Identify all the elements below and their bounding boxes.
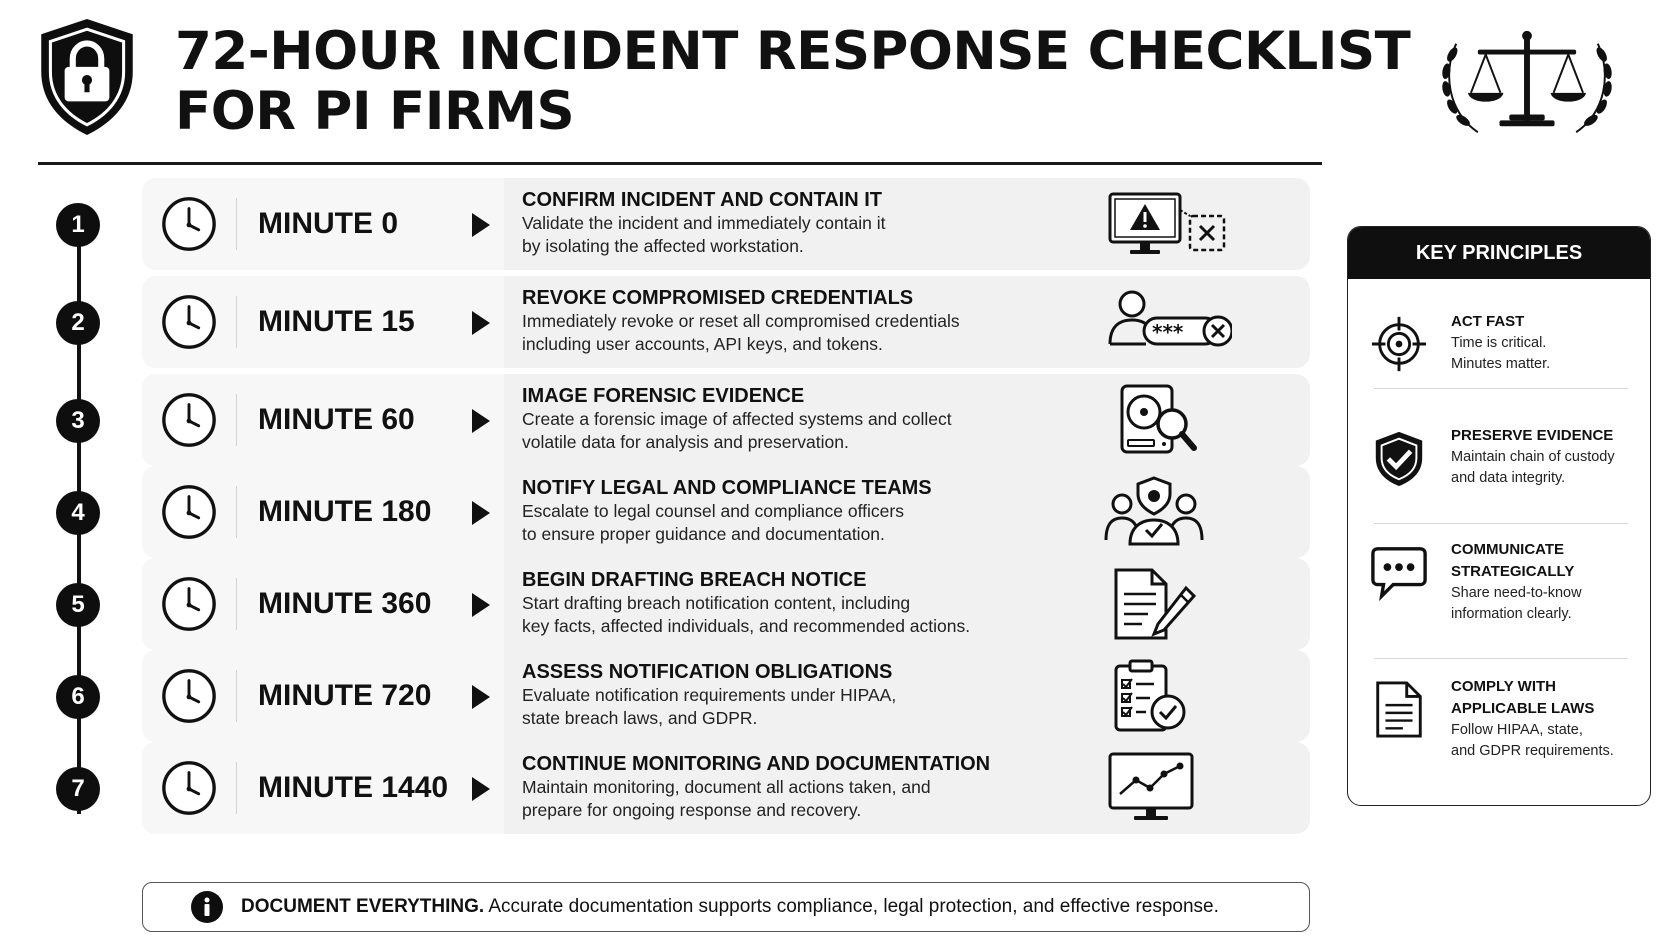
step-title: IMAGE FORENSIC EVIDENCE	[522, 385, 805, 407]
target-crosshair-icon	[1370, 313, 1428, 375]
step-minute: MINUTE 360	[258, 587, 432, 620]
step-title: CONTINUE MONITORING AND DOCUMENTATION	[522, 753, 991, 775]
step-number: 3	[56, 399, 100, 443]
step-number: 2	[56, 301, 100, 345]
step-description: Immediately revoke or reset all compromised credentials including user accounts, API keys, and tokens.	[522, 311, 960, 354]
step-number: 6	[56, 675, 100, 719]
clock-icon	[160, 483, 218, 541]
clock-icon	[160, 391, 218, 449]
step-minute: MINUTE 1440	[258, 771, 449, 804]
step-number: 4	[56, 491, 100, 535]
separator	[236, 198, 237, 250]
footer-note	[142, 882, 1310, 932]
arrow-right-icon	[472, 501, 490, 525]
step-2	[52, 276, 1310, 370]
separator	[236, 670, 237, 722]
monitor-line-chart-icon	[1102, 750, 1232, 826]
divider	[1374, 523, 1628, 524]
principle-preserve-evidence	[1348, 417, 1651, 547]
scales-of-justice-laurel-icon	[1438, 24, 1616, 142]
step-number: 7	[56, 767, 100, 811]
clock-icon	[160, 759, 218, 817]
step-content	[522, 660, 1082, 730]
divider	[1374, 658, 1628, 659]
step-1	[52, 178, 1310, 272]
separator	[236, 578, 237, 630]
step-content	[522, 568, 1082, 638]
hard-drive-magnifier-icon	[1102, 382, 1232, 458]
arrow-right-icon	[472, 777, 490, 801]
clock-icon	[160, 293, 218, 351]
step-title: NOTIFY LEGAL AND COMPLIANCE TEAMS	[522, 477, 932, 499]
step-description: Create a forensic image of affected systems and collect volatile data for analysis and preservation.	[522, 409, 952, 452]
step-title: REVOKE COMPROMISED CREDENTIALS	[522, 287, 914, 309]
step-content	[522, 286, 1082, 356]
user-password-revoke-icon	[1102, 284, 1232, 360]
principle-desc: Maintain chain of custody and data integrity.	[1451, 449, 1615, 486]
step-description: Evaluate notification requirements under HIPAA, state breach laws, and GDPR.	[522, 685, 897, 728]
clock-icon	[160, 667, 218, 725]
footer-body: Accurate documentation supports compliance, legal protection, and effective response.	[488, 896, 1219, 917]
step-minute: MINUTE 0	[258, 207, 399, 240]
chat-bubble-icon	[1370, 541, 1428, 603]
principle-desc: Share need-to-know information clearly.	[1451, 585, 1582, 622]
principle-desc: Time is critical. Minutes matter.	[1451, 335, 1551, 372]
step-title: BEGIN DRAFTING BREACH NOTICE	[522, 569, 867, 591]
arrow-right-icon	[472, 311, 490, 335]
panel-title: KEY PRINCIPLES	[1348, 227, 1650, 279]
principle-act-fast	[1348, 303, 1651, 433]
document-pen-icon	[1102, 566, 1232, 642]
step-content	[522, 752, 1082, 822]
principle-communicate	[1348, 531, 1651, 661]
principle-title: PRESERVE EVIDENCE	[1451, 427, 1614, 444]
step-content	[522, 188, 1082, 258]
separator	[236, 486, 237, 538]
step-minute: MINUTE 180	[258, 495, 432, 528]
clipboard-checklist-icon	[1102, 658, 1232, 734]
shield-lock-icon	[36, 16, 138, 138]
separator	[236, 394, 237, 446]
step-content	[522, 384, 1082, 454]
shield-check-icon	[1370, 427, 1428, 489]
step-description: Start drafting breach notification content, including key facts, affected individuals, and recommended actions.	[522, 593, 971, 636]
title-line-1: 72-HOUR INCIDENT RESPONSE CHECKLIST	[175, 21, 1411, 82]
arrow-right-icon	[472, 409, 490, 433]
footer-bold: DOCUMENT EVERYTHING.	[241, 896, 485, 917]
step-minute: MINUTE 15	[258, 305, 415, 338]
principle-desc: Follow HIPAA, state, and GDPR requirements.	[1451, 722, 1614, 759]
step-7	[52, 742, 1310, 836]
team-shield-icon	[1102, 474, 1232, 550]
page-title	[175, 22, 1410, 142]
step-6	[52, 650, 1310, 744]
separator	[236, 762, 237, 814]
arrow-right-icon	[472, 593, 490, 617]
principle-title: COMMUNICATE STRATEGICALLY	[1451, 541, 1575, 580]
divider	[1374, 388, 1628, 389]
step-title: CONFIRM INCIDENT AND CONTAIN IT	[522, 189, 882, 211]
header-divider	[38, 162, 1322, 165]
step-minute: MINUTE 60	[258, 403, 415, 436]
step-title: ASSESS NOTIFICATION OBLIGATIONS	[522, 661, 893, 683]
document-lines-icon	[1370, 678, 1428, 740]
principle-title: ACT FAST	[1451, 313, 1525, 330]
svg-text:***: ***	[1152, 320, 1184, 344]
key-principles-panel	[1347, 226, 1651, 806]
step-description: Validate the incident and immediately contain it by isolating the affected workstation.	[522, 213, 886, 256]
separator	[236, 296, 237, 348]
step-5	[52, 558, 1310, 652]
step-minute: MINUTE 720	[258, 679, 432, 712]
step-number: 1	[56, 203, 100, 247]
principle-title: COMPLY WITH APPLICABLE LAWS	[1451, 678, 1595, 717]
arrow-right-icon	[472, 685, 490, 709]
principle-comply	[1348, 668, 1651, 798]
monitor-warning-isolate-icon	[1102, 186, 1232, 262]
info-icon	[191, 891, 223, 923]
step-number: 5	[56, 583, 100, 627]
step-description: Escalate to legal counsel and compliance officers to ensure proper guidance and documentation.	[522, 501, 904, 544]
title-line-2: FOR PI FIRMS	[175, 81, 575, 142]
clock-icon	[160, 195, 218, 253]
step-3	[52, 374, 1310, 468]
arrow-right-icon	[472, 213, 490, 237]
step-content	[522, 476, 1082, 546]
clock-icon	[160, 575, 218, 633]
footer-text	[241, 883, 1219, 930]
step-description: Maintain monitoring, document all actions taken, and prepare for ongoing response and recovery.	[522, 777, 931, 820]
step-4	[52, 466, 1310, 560]
